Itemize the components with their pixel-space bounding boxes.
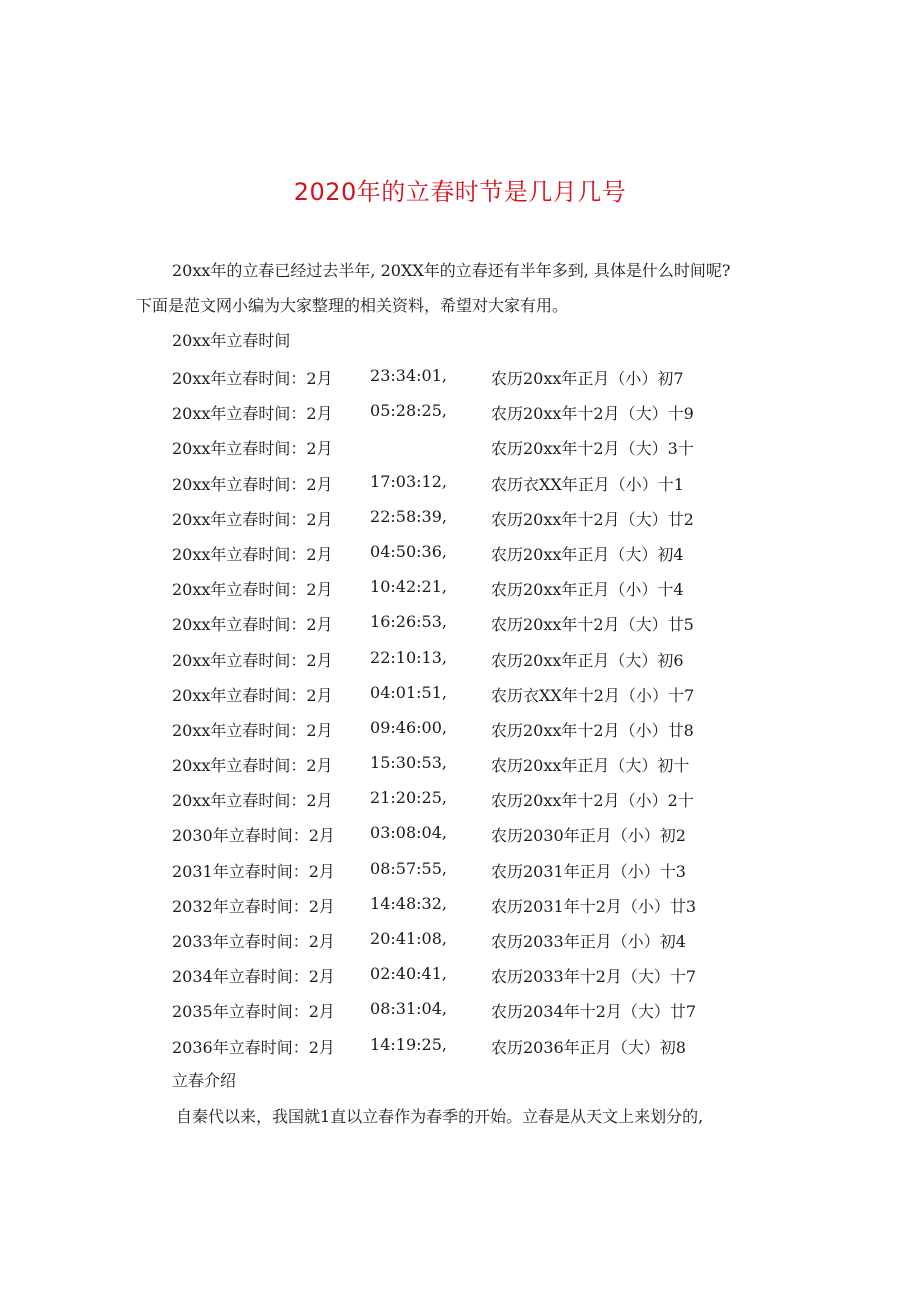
row-time: 21:20:25, <box>370 788 447 808</box>
row-label: 20xx年立春时间：2月 <box>172 474 333 494</box>
row-label: 20xx年立春时间：2月 <box>172 509 333 529</box>
row-time: 10:42:21, <box>370 577 447 597</box>
row-label: 20xx年立春时间：2月 <box>172 615 333 635</box>
row-label: 2031年立春时间：2月 <box>172 861 335 881</box>
row-time: 09:46:00, <box>370 717 447 737</box>
row-time: 08:57:55, <box>370 858 447 878</box>
document-title: 2020年的立春时节是几月几号 <box>293 178 627 206</box>
row-lunar-date: 农历20xx年正月（大）初4 <box>491 544 684 564</box>
row-label: 2036年立春时间：2月 <box>172 1037 335 1057</box>
time-row <box>172 820 792 855</box>
row-lunar-date: 农历衣XX年正月（小）十1 <box>491 474 684 494</box>
row-time: 14:19:25, <box>370 1034 447 1054</box>
row-label: 20xx年立春时间：2月 <box>172 650 333 670</box>
row-lunar-date: 农历20xx年正月（大）初十 <box>491 756 690 776</box>
row-label: 2035年立春时间：2月 <box>172 1002 335 1022</box>
row-lunar-date: 农历衣XX年十2月（小）十7 <box>491 685 695 705</box>
time-row <box>172 433 792 468</box>
row-lunar-date: 农历2033年十2月（大）十7 <box>491 967 697 987</box>
row-label: 20xx年立春时间：2月 <box>172 544 333 564</box>
intro-paragraph-line-2: 下面是范文网小编为大家整理的相关资料，希望对大家有用。 <box>136 296 569 315</box>
row-label: 20xx年立春时间：2月 <box>172 720 333 740</box>
time-row <box>172 926 792 961</box>
time-row <box>172 398 792 433</box>
time-row <box>172 750 792 785</box>
row-time: 23:34:01, <box>370 366 447 385</box>
time-row <box>172 715 792 750</box>
row-lunar-date: 农历20xx年十2月（小）2十 <box>491 791 694 811</box>
time-row <box>172 785 792 820</box>
section-subheading: 20xx年立春时间 <box>172 331 291 350</box>
intro-paragraph-line-1: 20xx年的立春已经过去半年, 20XX年的立春还有半年多到, 具体是什么时间呢? <box>172 261 731 280</box>
row-lunar-date: 农历2031年正月（小）十3 <box>491 861 686 881</box>
time-row <box>172 961 792 996</box>
row-lunar-date: 农历20xx年正月（大）初6 <box>491 650 684 670</box>
time-row <box>172 609 792 644</box>
row-time: 15:30:53, <box>370 753 447 773</box>
row-lunar-date: 农历20xx年十2月（大）十9 <box>491 404 694 424</box>
row-label: 20xx年立春时间：2月 <box>172 439 333 459</box>
row-label: 20xx年立春时间：2月 <box>172 791 333 811</box>
row-time: 22:58:39, <box>370 506 447 526</box>
row-time: 04:01:51, <box>370 682 447 702</box>
row-time: 03:08:04, <box>370 823 447 843</box>
row-label: 20xx年立春时间：2月 <box>172 369 333 388</box>
time-row <box>172 645 792 680</box>
row-time: 20:41:08, <box>370 929 447 948</box>
row-lunar-date: 农历2036年正月（大）初8 <box>491 1037 686 1057</box>
row-time: 02:40:41, <box>370 964 447 984</box>
row-time: 16:26:53, <box>370 612 447 632</box>
row-time: 08:31:04, <box>370 999 447 1019</box>
time-row <box>172 363 792 398</box>
row-lunar-date: 农历2030年正月（小）初2 <box>491 826 686 846</box>
section-heading-intro: 立春介绍 <box>172 1071 237 1090</box>
row-lunar-date: 农历2031年十2月（小）廿3 <box>491 896 697 916</box>
row-label: 2030年立春时间：2月 <box>172 826 335 846</box>
row-time: 05:28:25, <box>370 401 447 421</box>
time-row <box>172 856 792 891</box>
row-label: 2034年立春时间：2月 <box>172 967 335 987</box>
time-row <box>172 996 792 1031</box>
row-time: 04:50:36, <box>370 541 447 561</box>
time-row <box>172 469 792 504</box>
time-row <box>172 680 792 715</box>
time-row <box>172 574 792 609</box>
row-lunar-date: 农历2034年十2月（大）廿7 <box>491 1002 697 1022</box>
time-row <box>172 504 792 539</box>
row-label: 2033年立春时间：2月 <box>172 932 335 951</box>
section-body-text: 自秦代以来，我国就1直以立春作为春季的开始。立春是从天文上来划分的, <box>176 1107 704 1126</box>
row-lunar-date: 农历20xx年十2月（大）3十 <box>491 439 694 459</box>
row-label: 2032年立春时间：2月 <box>172 896 335 916</box>
row-time: 22:10:13, <box>370 647 447 667</box>
row-lunar-date: 农历20xx年正月（小）十4 <box>491 580 684 600</box>
row-lunar-date: 农历20xx年正月（小）初7 <box>491 369 684 388</box>
row-time: 14:48:32, <box>370 893 447 913</box>
row-label: 20xx年立春时间：2月 <box>172 685 333 705</box>
row-lunar-date: 农历20xx年十2月（大）廿5 <box>491 615 694 635</box>
row-label: 20xx年立春时间：2月 <box>172 756 333 776</box>
row-lunar-date: 农历20xx年十2月（小）廿8 <box>491 720 694 740</box>
row-label: 20xx年立春时间：2月 <box>172 404 333 424</box>
time-row <box>172 1032 792 1067</box>
time-row <box>172 891 792 926</box>
row-label: 20xx年立春时间：2月 <box>172 580 333 600</box>
row-lunar-date: 农历2033年正月（小）初4 <box>491 932 686 951</box>
time-row <box>172 539 792 574</box>
lichun-time-list <box>172 363 792 1067</box>
row-lunar-date: 农历20xx年十2月（大）廿2 <box>491 509 694 529</box>
row-time: 17:03:12, <box>370 471 447 491</box>
